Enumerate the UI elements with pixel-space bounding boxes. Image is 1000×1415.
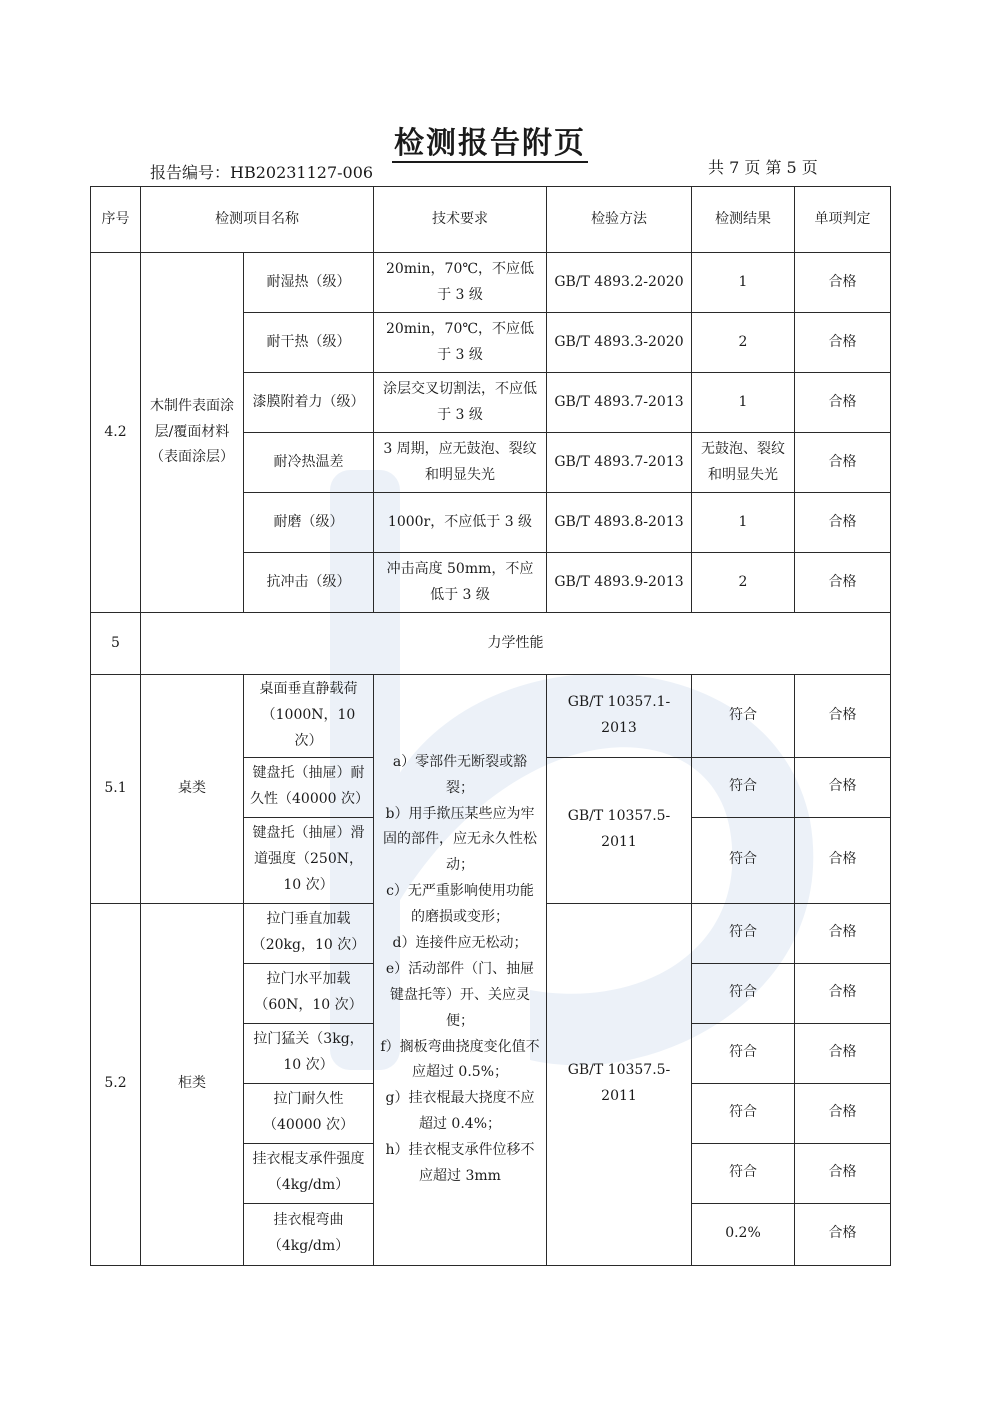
item-name: 键盘托（抽屉）滑道强度（250N，10 次） — [244, 817, 374, 903]
header-result: 检测结果 — [692, 187, 795, 253]
section-name: 柜类 — [141, 903, 244, 1265]
result: 符合 — [692, 903, 795, 963]
result: 1 — [692, 253, 795, 313]
section-name: 木制件表面涂层/覆面材料（表面涂层） — [141, 253, 244, 613]
method: GB/T 10357.5-2011 — [547, 903, 692, 1265]
mechanical-requirements — [374, 675, 547, 1266]
header-verdict: 单项判定 — [795, 187, 891, 253]
table-header — [91, 187, 891, 253]
verdict: 合格 — [795, 903, 891, 963]
verdict: 合格 — [795, 757, 891, 817]
requirement-line: e）活动部件（门、抽屉键盘托等）开、关应灵便； — [385, 960, 535, 1029]
requirement-line: g）挂衣棍最大挠度不应超过 0.4%； — [385, 1090, 535, 1133]
section-number: 5 — [91, 613, 141, 675]
page-title: 检测报告附页 — [394, 126, 586, 161]
verdict: 合格 — [795, 963, 891, 1023]
requirement: 涂层交叉切割法，不应低于 3 级 — [374, 373, 547, 433]
verdict: 合格 — [795, 493, 891, 553]
method: GB/T 4893.9-2013 — [547, 553, 692, 613]
section-name: 力学性能 — [141, 613, 891, 675]
verdict: 合格 — [795, 313, 891, 373]
method: GB/T 4893.7-2013 — [547, 433, 692, 493]
item-name: 耐湿热（级） — [244, 253, 374, 313]
item-name: 拉门猛关（3kg，10 次） — [244, 1023, 374, 1083]
requirement-line: b）用手揿压某些应为牢固的部件，应无永久性松动； — [383, 805, 537, 874]
report-table — [90, 186, 891, 1266]
section-name: 桌类 — [141, 675, 244, 904]
result: 2 — [692, 313, 795, 373]
item-name: 拉门耐久性（40000 次） — [244, 1083, 374, 1143]
result: 符合 — [692, 963, 795, 1023]
result: 1 — [692, 373, 795, 433]
section-number: 5.1 — [91, 675, 141, 904]
requirement-line: f）搁板弯曲挠度变化值不应超过 0.5%； — [380, 1038, 540, 1081]
section-header-row — [91, 613, 891, 675]
verdict: 合格 — [795, 675, 891, 758]
item-name: 键盘托（抽屉）耐久性（40000 次） — [244, 757, 374, 817]
result: 符合 — [692, 757, 795, 817]
result: 符合 — [692, 1143, 795, 1203]
verdict: 合格 — [795, 817, 891, 903]
verdict: 合格 — [795, 373, 891, 433]
verdict: 合格 — [795, 553, 891, 613]
verdict: 合格 — [795, 1143, 891, 1203]
method: GB/T 4893.7-2013 — [547, 373, 692, 433]
requirement: 冲击高度 50mm，不应低于 3 级 — [374, 553, 547, 613]
item-name: 耐冷热温差 — [244, 433, 374, 493]
method: GB/T 4893.2-2020 — [547, 253, 692, 313]
result: 1 — [692, 493, 795, 553]
requirement: 3 周期，应无鼓泡、裂纹和明显失光 — [374, 433, 547, 493]
verdict: 合格 — [795, 1083, 891, 1143]
section-number: 5.2 — [91, 903, 141, 1265]
header-requirement: 技术要求 — [374, 187, 547, 253]
page-info: 共 7 页 第 5 页 — [708, 158, 818, 177]
method: GB/T 10357.1-2013 — [547, 675, 692, 758]
header-method: 检验方法 — [547, 187, 692, 253]
result: 符合 — [692, 1023, 795, 1083]
method: GB/T 10357.5-2011 — [547, 757, 692, 903]
item-name: 拉门垂直加载（20kg，10 次） — [244, 903, 374, 963]
result: 符合 — [692, 1083, 795, 1143]
item-name: 桌面垂直静载荷（1000N，10 次） — [244, 675, 374, 758]
method: GB/T 4893.3-2020 — [547, 313, 692, 373]
section-number: 4.2 — [91, 253, 141, 613]
item-name: 抗冲击（级） — [244, 553, 374, 613]
item-name: 漆膜附着力（级） — [244, 373, 374, 433]
result: 符合 — [692, 817, 795, 903]
table-row — [91, 253, 891, 313]
result: 2 — [692, 553, 795, 613]
result: 符合 — [692, 675, 795, 758]
verdict: 合格 — [795, 433, 891, 493]
item-name: 挂衣棍弯曲（4kg/dm） — [244, 1203, 374, 1265]
requirement: 20min，70℃，不应低于 3 级 — [374, 313, 547, 373]
result: 无鼓泡、裂纹和明显失光 — [692, 433, 795, 493]
item-name: 耐磨（级） — [244, 493, 374, 553]
verdict: 合格 — [795, 253, 891, 313]
requirement: 1000r，不应低于 3 级 — [374, 493, 547, 553]
requirement-line: d）连接件应无松动； — [392, 935, 528, 951]
item-name: 耐干热（级） — [244, 313, 374, 373]
item-name: 拉门水平加载（60N，10 次） — [244, 963, 374, 1023]
header-item: 检测项目名称 — [141, 187, 374, 253]
header-no: 序号 — [91, 187, 141, 253]
method: GB/T 4893.8-2013 — [547, 493, 692, 553]
verdict: 合格 — [795, 1023, 891, 1083]
result: 0.2% — [692, 1203, 795, 1265]
verdict: 合格 — [795, 1203, 891, 1265]
requirement-line: a）零部件无断裂或豁裂； — [392, 753, 528, 796]
report-number: 报告编号：HB20231127-006 — [150, 163, 374, 182]
item-name: 挂衣棍支承件强度（4kg/dm） — [244, 1143, 374, 1203]
requirement: 20min，70℃，不应低于 3 级 — [374, 253, 547, 313]
table-row — [91, 675, 891, 758]
requirement-line: h）挂衣棍支承件位移不应超过 3mm — [385, 1142, 535, 1185]
requirement-line: c）无严重影响使用功能的磨损或变形； — [386, 883, 534, 926]
